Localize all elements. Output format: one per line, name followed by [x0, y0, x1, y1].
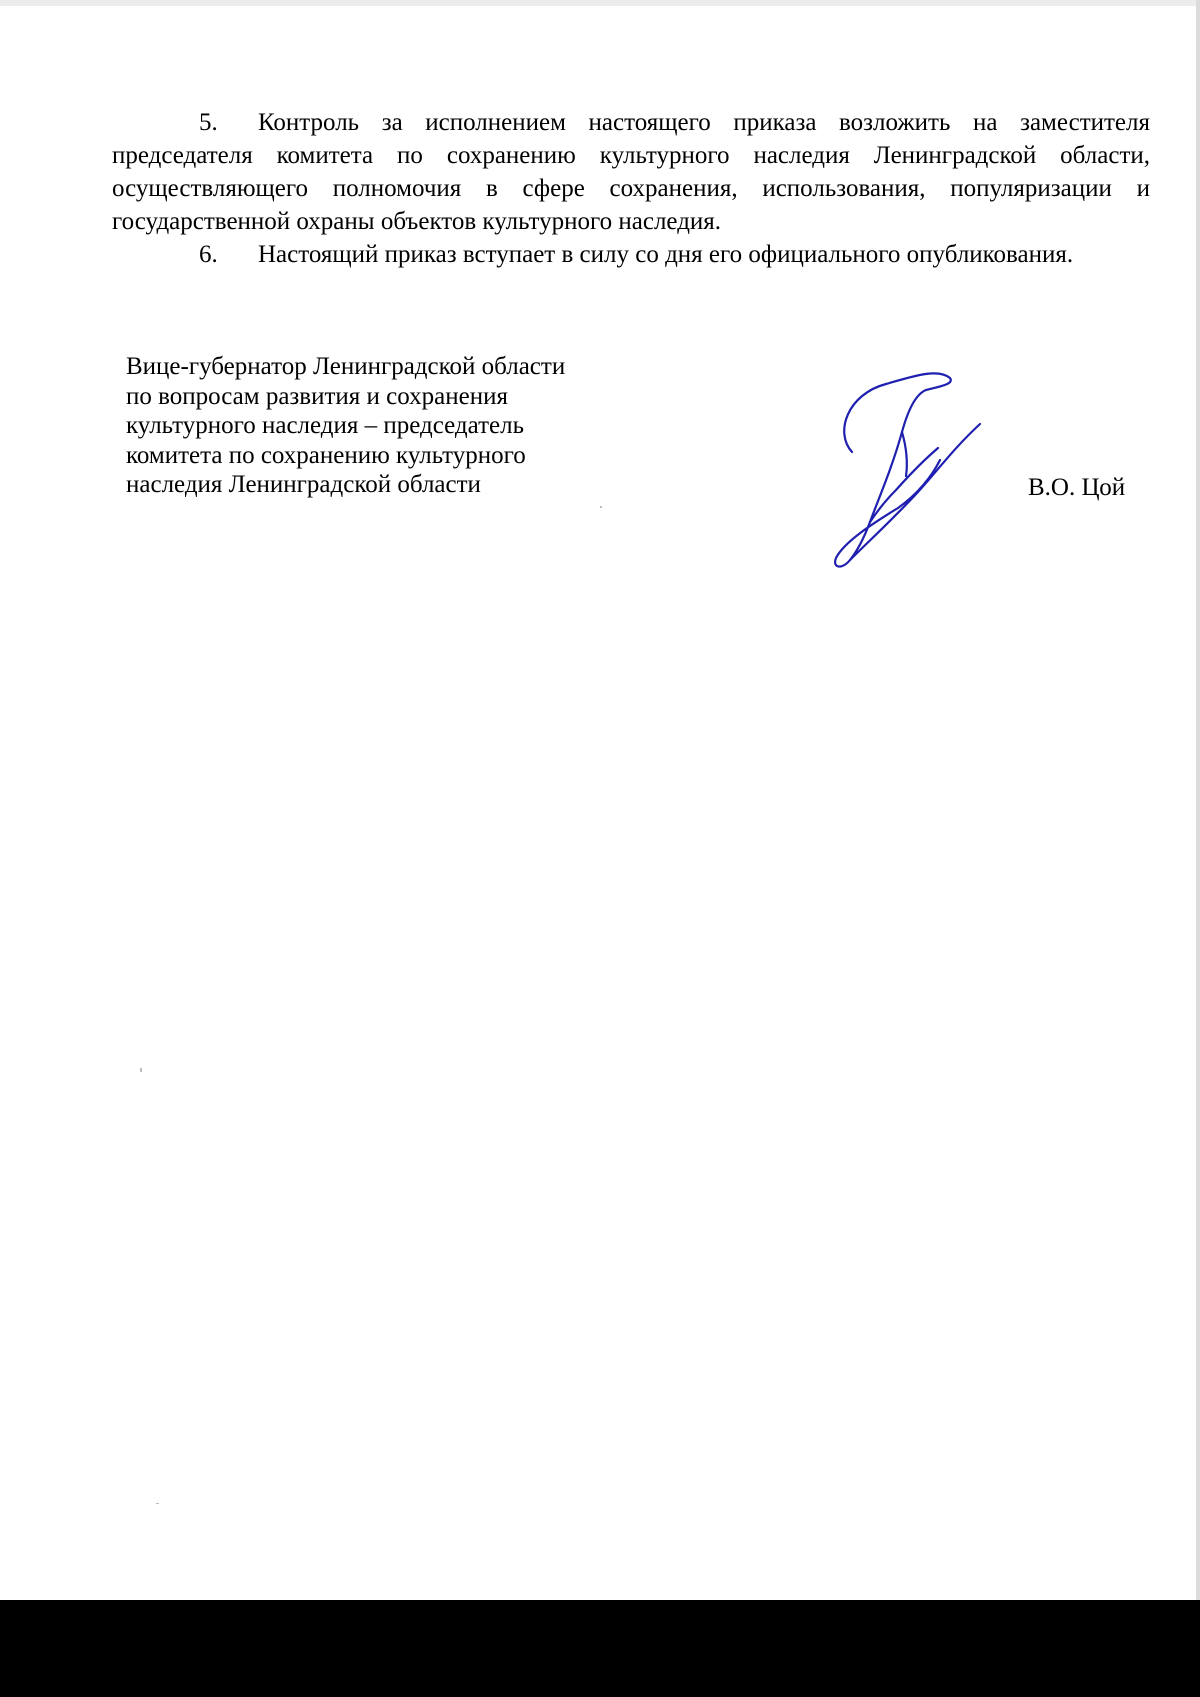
position-line: Вице-губернатор Ленинградской области: [126, 353, 566, 380]
document-body: [112, 106, 1150, 271]
paragraph-text: Контроль за исполнением настоящего приказа возложить на заместителя председателя комитета по сохранению культурного наследия Ленинградской области, осуществляющего полномочия в сфере сохранения, использования, популяризации и государственной охраны объектов культурного наследия.: [112, 109, 1150, 235]
paragraph-6: [112, 238, 1150, 271]
position-line: наследия Ленинградской области: [126, 471, 481, 498]
position-line: комитета по сохранению культурного: [126, 441, 526, 469]
scan-right-edge: [1196, 0, 1200, 1697]
paragraph-5: [112, 106, 1150, 238]
scan-top-edge: [0, 0, 1200, 6]
signer-name: В.О. Цой: [1028, 474, 1126, 501]
scan-speck: [156, 1503, 159, 1504]
paragraph-number: 5.: [199, 109, 218, 136]
signatory-position: [126, 352, 646, 500]
handwritten-signature: [820, 372, 990, 572]
scan-speck: [600, 506, 602, 508]
scan-speck: [140, 1068, 142, 1072]
paragraph-number: 6.: [199, 241, 218, 268]
position-line: культурного наследия – председатель: [126, 412, 524, 439]
paragraph-text: Настоящий приказ вступает в силу со дня его официального опубликования.: [258, 241, 1074, 268]
scan-bottom-edge: [0, 1600, 1200, 1697]
position-line: по вопросам развития и сохранения: [126, 382, 508, 410]
